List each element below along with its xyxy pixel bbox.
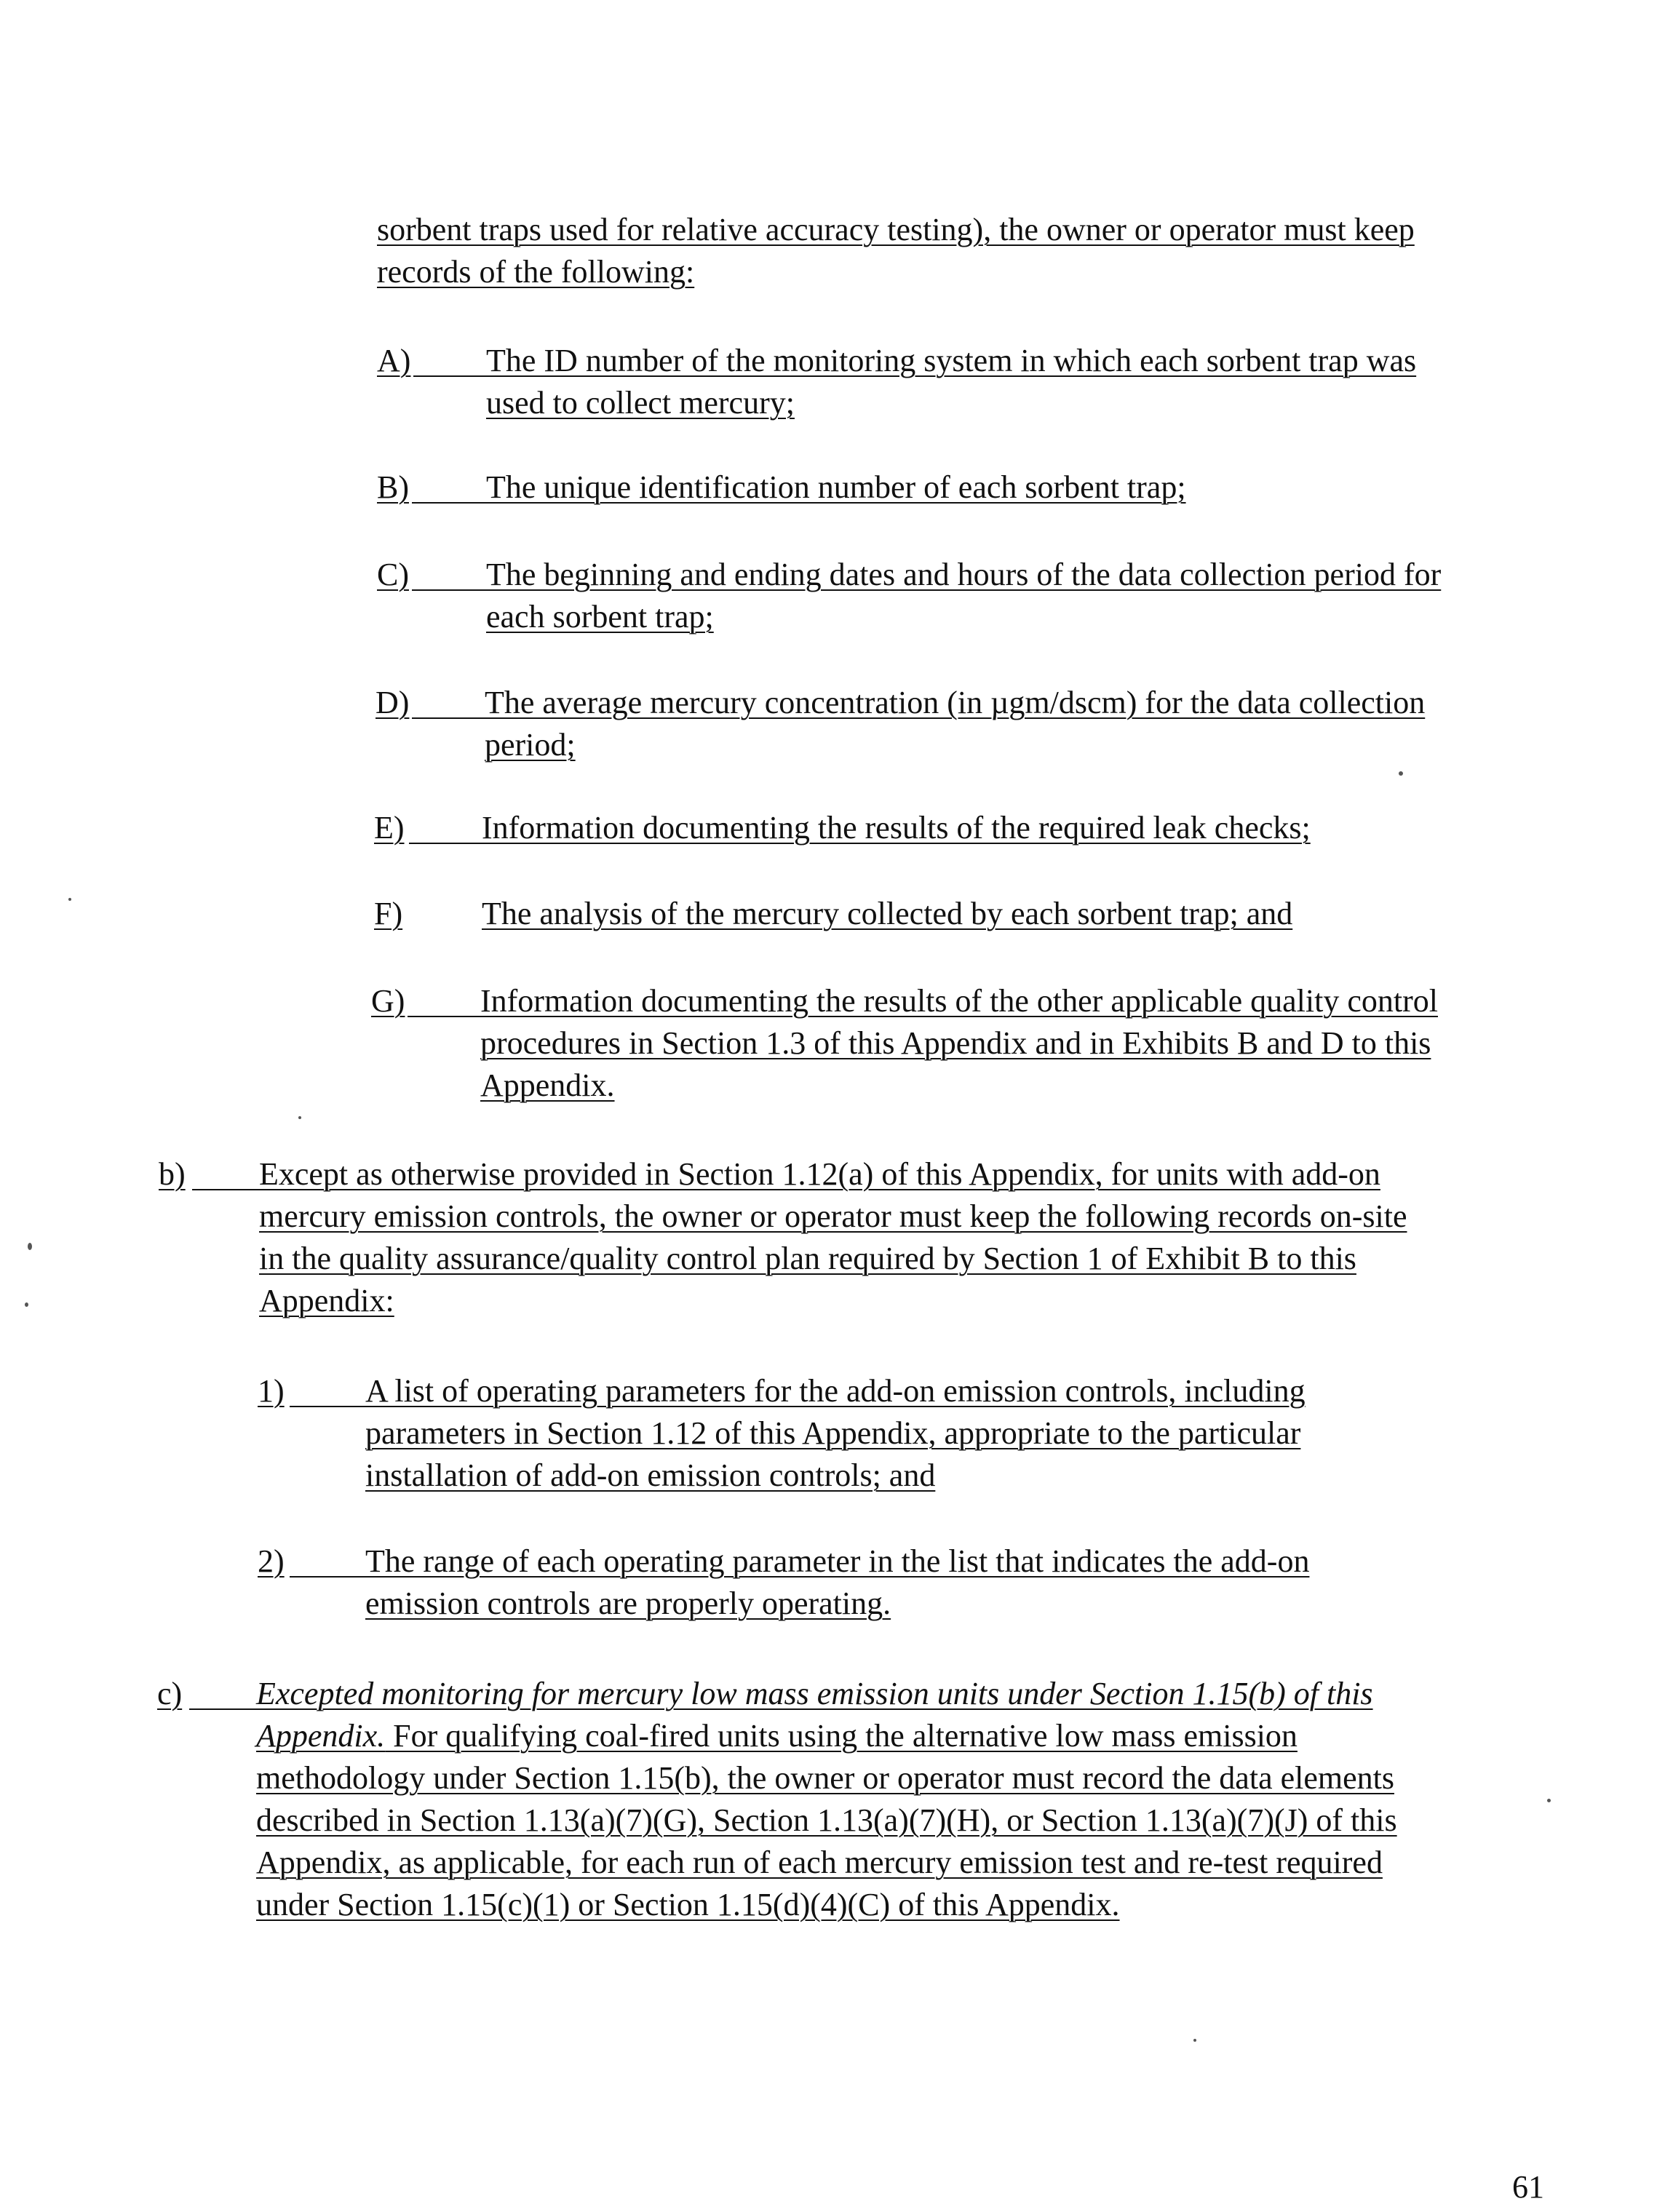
item-label-g: G) (371, 983, 405, 1019)
section-b-item-1-line-3: installation of add-on emission controls; and (365, 1457, 936, 1493)
item-c-line-2: each sorbent trap; (486, 599, 714, 634)
scan-speck (1547, 1799, 1551, 1802)
section-b-line-4: Appendix: (259, 1283, 394, 1318)
item-rule-c (412, 589, 486, 591)
section-c-heading-line-1: Excepted monitoring for mercury low mass emission units under Section 1.15(b) of this (256, 1676, 1373, 1711)
item-b-line-1: The unique identification number of each sorbent trap; (486, 469, 1186, 505)
scan-speck (28, 1243, 32, 1250)
item-label-e: E) (374, 810, 405, 846)
section-b-item-rule-2 (290, 1576, 365, 1578)
item-g-line-1: Information documenting the results of the other applicable quality control (480, 983, 1438, 1019)
section-b-line-2: mercury emission controls, the owner or operator must keep the following records on-site (259, 1198, 1407, 1234)
section-b-item-label-2: 2) (258, 1543, 285, 1579)
item-rule-d (412, 717, 485, 719)
section-b-rule (192, 1189, 259, 1190)
section-c-heading-rest: For qualifying coal-fired units using the alternative low mass emission (385, 1718, 1298, 1754)
item-g-line-3: Appendix. (480, 1067, 615, 1103)
scan-speck (1193, 2039, 1196, 2042)
item-label-a: A) (377, 343, 411, 378)
section-b-line-1: Except as otherwise provided in Section 1.12(a) of this Appendix, for units with add-on (259, 1156, 1380, 1192)
item-a-line-2: used to collect mercury; (486, 385, 795, 421)
item-a-line-1: The ID number of the monitoring system in which each sorbent trap was (486, 343, 1417, 378)
intro-line-2: records of the following: (377, 254, 695, 290)
section-c-heading-italic: Appendix. (256, 1718, 386, 1754)
item-label-d: D) (375, 685, 410, 720)
scan-speck (25, 1302, 28, 1307)
section-c-rule (189, 1708, 256, 1710)
item-rule-a (413, 375, 486, 377)
item-label-c: C) (377, 557, 409, 592)
item-c-line-1: The beginning and ending dates and hours of the data collection period for (486, 557, 1442, 592)
section-c-heading-line-2 (256, 1716, 1298, 1757)
item-rule-e (409, 843, 482, 844)
section-c-line-4: under Section 1.15(c)(1) or Section 1.15(d)(4)(C) of this Appendix. (256, 1887, 1120, 1922)
item-d-line-2: period; (485, 727, 576, 763)
item-e-line-1: Information documenting the results of the required leak checks; (482, 810, 1311, 846)
intro-line-1: sorbent traps used for relative accuracy testing), the owner or operator must keep (377, 212, 1415, 247)
section-b-item-1-line-2: parameters in Section 1.12 of this Appendix, appropriate to the particular (365, 1415, 1301, 1451)
section-c-line-2: described in Section 1.13(a)(7)(G), Section 1.13(a)(7)(H), or Section 1.13(a)(7)(J) of this (256, 1802, 1397, 1838)
section-b-item-rule-1 (290, 1406, 365, 1407)
item-d-line-1: The average mercury concentration (in µgm/dscm) for the data collection (485, 685, 1426, 720)
section-b-item-2-line-1: The range of each operating parameter in the list that indicates the add-on (365, 1543, 1310, 1579)
item-label-b: B) (377, 469, 409, 505)
item-rule-g (408, 1016, 480, 1017)
section-b-line-3: in the quality assurance/quality control plan required by Section 1 of Exhibit B to this (259, 1241, 1356, 1276)
scan-speck (68, 898, 71, 901)
scan-speck (298, 1116, 301, 1119)
scan-speck (1399, 771, 1403, 776)
section-c-line-3: Appendix, as applicable, for each run of each mercury emission test and re-test required (256, 1845, 1383, 1880)
item-f-line-1: The analysis of the mercury collected by each sorbent trap; and (482, 896, 1293, 931)
section-b-label: b) (159, 1156, 186, 1192)
section-c-label: c) (157, 1676, 183, 1711)
section-c-line-1: methodology under Section 1.15(b), the owner or operator must record the data elements (256, 1760, 1394, 1796)
section-b-item-label-1: 1) (258, 1373, 285, 1409)
item-rule-b (412, 502, 486, 504)
section-b-item-1-line-1: A list of operating parameters for the add-on emission controls, including (365, 1373, 1306, 1409)
item-label-f: F) (374, 896, 403, 931)
section-b-item-2-line-2: emission controls are properly operating. (365, 1586, 891, 1621)
item-g-line-2: procedures in Section 1.3 of this Appendix and in Exhibits B and D to this (480, 1025, 1431, 1061)
page-number: 61 (1512, 2169, 1544, 2205)
